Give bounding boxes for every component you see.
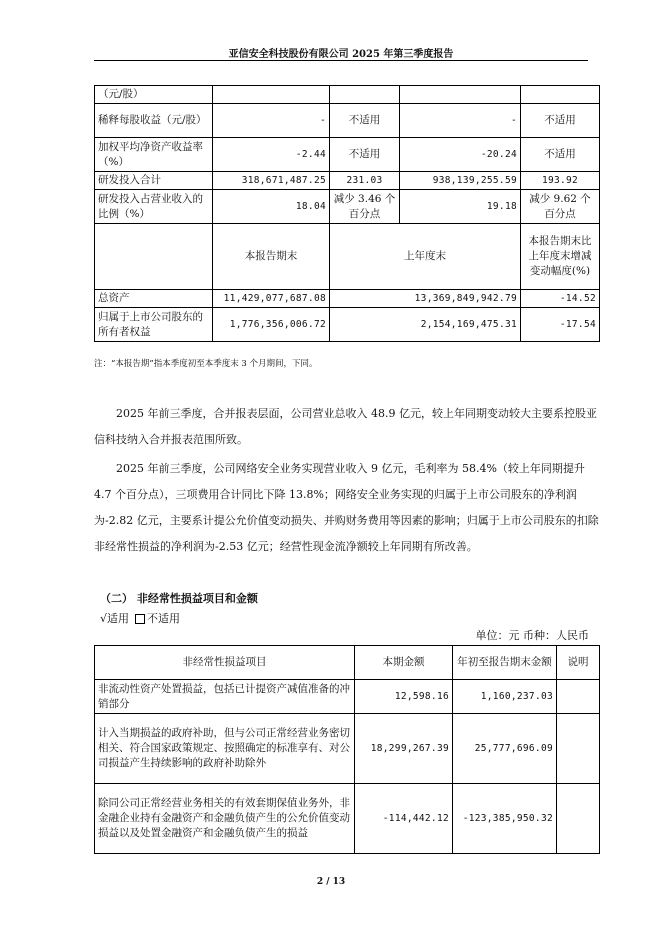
column-header: 非经常性损益项目: [95, 646, 355, 680]
table-row: [95, 290, 600, 308]
paragraph-security-business: 2025 年前三季度，公司网络安全业务实现营业收入 9 亿元，毛利率为 58.4%（较上年同期提升 4.7 个百分点），三项费用合计同比下降 13.8%；网络安全业务实现的归属于上市公司股东的净利润为-2.82 亿元，主要系计提公允价值变动损失、并购财务费用等因素的影响；归属于上市公司股东的扣除非经常性损益的净利润为-2.53 亿元；经营性现金流净额较上年同期有所改善。: [94, 462, 599, 553]
cell: 18,299,267.39: [355, 714, 453, 784]
cell: 不适用: [521, 138, 600, 172]
column-header: 说明: [557, 646, 600, 680]
table-row: [95, 138, 600, 172]
cell: -14.52: [521, 290, 600, 308]
table-header-row: [95, 224, 600, 290]
cell: 1,160,237.03: [453, 680, 557, 714]
cell: [557, 784, 600, 854]
financial-indicators-table: [94, 85, 600, 342]
cell: 193.92: [521, 172, 600, 190]
cell: -: [400, 104, 521, 138]
column-header: 上年度末: [330, 224, 521, 290]
cell: [400, 86, 521, 104]
table-note: 注：“本报告期”指本季度初至本季度末 3 个月期间，下同。: [94, 359, 318, 369]
cell: -114,442.12: [355, 784, 453, 854]
cell: [521, 86, 600, 104]
table-row: [95, 308, 600, 342]
column-header: 本报告期末: [213, 224, 330, 290]
row-label: 稀释每股收益（元/股）: [95, 104, 213, 138]
cell: 不适用: [521, 104, 600, 138]
cell: 不适用: [330, 104, 400, 138]
applicability-options: [100, 610, 180, 626]
row-label: 除同公司正常经营业务相关的有效套期保值业务外，非金融企业持有金融资产和金融负债产生的公允价值变动损益以及处置金融资产和金融负债产生的损益: [95, 784, 355, 854]
column-header: 本期金额: [355, 646, 453, 680]
table-row: [95, 104, 600, 138]
table-row: [95, 86, 600, 104]
cell: 减少 3.46 个百分点: [330, 190, 400, 224]
cell: 19.18: [400, 190, 521, 224]
non-recurring-items-table: [94, 645, 600, 854]
table-row: [95, 190, 600, 224]
table-header-row: [95, 646, 600, 680]
row-label: 归属于上市公司股东的所有者权益: [95, 308, 213, 342]
column-header: 年初至报告期末金额: [453, 646, 557, 680]
cell: 938,139,255.59: [400, 172, 521, 190]
cell: 2,154,169,475.31: [330, 308, 521, 342]
cell: -17.54: [521, 308, 600, 342]
header-divider: [94, 60, 588, 61]
unit-label: 单位：元 币种：人民币: [475, 629, 589, 642]
row-label: 总资产: [95, 290, 213, 308]
blank-cell: [95, 224, 213, 290]
cell: 25,777,696.09: [453, 714, 557, 784]
cell: [213, 86, 330, 104]
cell: 12,598.16: [355, 680, 453, 714]
cell: 不适用: [330, 138, 400, 172]
row-label: 计入当期损益的政府补助，但与公司正常经营业务密切相关、符合国家政策规定、按照确定的标准享有、对公司损益产生持续影响的政府补助除外: [95, 714, 355, 784]
cell: 318,671,487.25: [213, 172, 330, 190]
table-row: [95, 784, 600, 854]
applicable-option: √适用: [100, 612, 130, 625]
report-header: 亚信安全科技股份有限公司 2025 年第三季度报告: [228, 49, 454, 60]
table-row: [95, 680, 600, 714]
cell: [330, 86, 400, 104]
row-label: 加权平均净资产收益率（%）: [95, 138, 213, 172]
cell: -123,385,950.32: [453, 784, 557, 854]
section-title: （二） 非经常性损益项目和金额: [100, 592, 258, 605]
cell: 18.04: [213, 190, 330, 224]
paragraph-revenue: 2025 年前三季度，合并报表层面，公司营业总收入 48.9 亿元，较上年同期变动较大主要系控股亚信科技纳入合并报表范围所致。: [94, 407, 597, 446]
page-number: 2 / 13: [316, 877, 346, 887]
cell: 减少 9.62 个百分点: [521, 190, 600, 224]
row-label: 非流动性资产处置损益，包括已计提资产减值准备的冲销部分: [95, 680, 355, 714]
cell: 231.03: [330, 172, 400, 190]
cell: 13,369,849,942.79: [330, 290, 521, 308]
not-applicable-option: 不适用: [147, 612, 181, 625]
table-row: [95, 172, 600, 190]
cell: [557, 714, 600, 784]
column-header: 本报告期末比上年度末增减变动幅度(%): [521, 224, 600, 290]
cell: 1,776,356,006.72: [213, 308, 330, 342]
row-label: 研发投入占营业收入的比例（%）: [95, 190, 213, 224]
cell: [557, 680, 600, 714]
cell: -20.24: [400, 138, 521, 172]
row-label: 研发投入合计: [95, 172, 213, 190]
cell: 11,429,077,687.08: [213, 290, 330, 308]
row-label: （元/股）: [95, 86, 213, 104]
checkbox-icon: [135, 614, 145, 624]
cell: -: [213, 104, 330, 138]
table-row: [95, 714, 600, 784]
cell: -2.44: [213, 138, 330, 172]
